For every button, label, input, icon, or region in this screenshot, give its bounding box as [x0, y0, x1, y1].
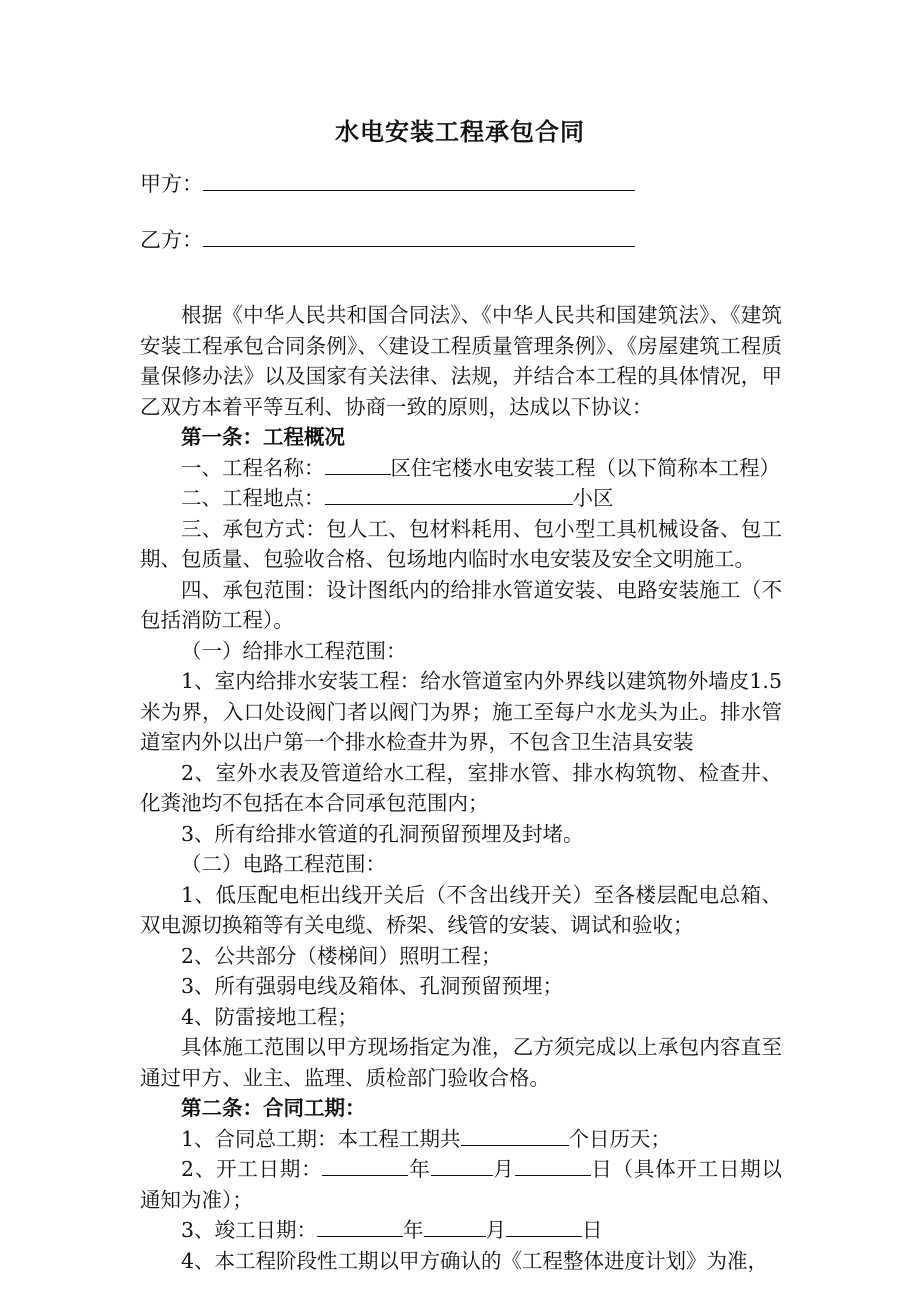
article2-heading: 第二条：合同工期： [181, 1096, 366, 1120]
item1-suffix: 区住宅楼水电安装工程（以下简称本工程） [390, 455, 780, 480]
party-b-blank [203, 224, 635, 247]
end-month-blank [424, 1216, 486, 1237]
start-date-suffix: 日（具体开工日期以通知为准）； [140, 1157, 783, 1212]
article1-item4: 四、承包范围：设计图纸内的给排水管道安装、电路安装施工（不包括消防工程）。 [140, 577, 782, 632]
article1-item3: 三、承包方式：包人工、包材料耗用、包小型工具机械设备、包工期、包质量、包验收合格、包场地内临时水电安装及安全文明施工。 [140, 516, 782, 571]
party-b-label: 乙方： [140, 228, 203, 252]
article2-item3 [140, 1215, 782, 1246]
start-day-blank [515, 1155, 591, 1176]
duration-blank [461, 1125, 569, 1146]
item2-prefix: 二、工程地点： [181, 486, 325, 510]
article1-heading: 第一条：工程概况 [181, 425, 345, 449]
article1-item2 [140, 483, 782, 514]
contract-body [140, 300, 782, 1276]
scope-note: 具体施工范围以甲方现场指定为准，乙方须完成以上承包内容直至通过甲方、业主、监理、质检部门验收合格。 [140, 1035, 782, 1090]
end-year-blank [317, 1216, 403, 1237]
electric-scope-item2: 2、公共部分（楼梯间）照明工程； [181, 943, 502, 968]
party-a-line [140, 168, 635, 199]
electric-scope-item3: 3、所有强弱电线及箱体、孔洞预留预埋； [181, 974, 564, 998]
project-name-blank [325, 454, 391, 475]
water-scope-item2: 2、室外水表及管道给水工程，室排水管、排水构筑物、检查井、化粪池均不包括在本合同承包范围内； [140, 760, 782, 815]
duration-prefix: 1、合同总工期：本工程工期共 [181, 1126, 461, 1151]
intro-paragraph: 根据《中华人民共和国合同法》、《中华人民共和国建筑法》、《建筑安装工程承包合同条例》、〈建设工程质量管理条例》、《房屋建筑工程质量保修办法》以及国家有关法律、法规，并结合本工程的具体情况，甲乙双方本着平等互利、协商一致的原则，达成以下协议： [140, 303, 782, 419]
end-date-suffix: 日 [582, 1218, 603, 1242]
contract-title: 水电安装工程承包合同 [335, 117, 585, 146]
water-scope-heading: （一）给排水工程范围： [181, 638, 407, 663]
party-a-label: 甲方： [140, 172, 203, 196]
party-a-blank [203, 168, 635, 191]
end-month-label: 月 [485, 1218, 507, 1242]
duration-suffix: 个日历天； [568, 1126, 672, 1151]
electric-scope-heading: （二）电路工程范围： [181, 852, 386, 876]
water-scope-item1: 1、室内给排水安装工程：给水管道室内外界线以建筑物外墙皮1.5米为界，入口处设阀门者以阀门为界；施工至每户水龙头为止。排水管道室内外以出户第一个排水检查井为界，不包含卫生洁具安装 [140, 669, 782, 754]
start-date-prefix: 2、开工日期： [181, 1157, 323, 1181]
article2-item4: 4、本工程阶段性工期以甲方确认的《工程整体进度计划》为准， [181, 1248, 769, 1273]
end-day-blank [506, 1216, 582, 1237]
item1-prefix: 一、工程名称： [181, 455, 325, 480]
article2-item1 [140, 1124, 782, 1155]
start-year-label: 年 [408, 1157, 431, 1181]
end-year-label: 年 [403, 1218, 424, 1242]
start-month-blank [431, 1155, 493, 1176]
article1-item1 [140, 453, 782, 484]
water-scope-item3: 3、所有给排水管道的孔洞预留预埋及封堵。 [181, 821, 584, 846]
party-b-line [140, 224, 635, 255]
electric-scope-item1: 1、低压配电柜出线开关后（不含出线开关）至各楼层配电总箱、双电源切换箱等有关电缆、桥架、线管的安装、调试和验收； [140, 882, 782, 937]
article2-item2 [140, 1154, 782, 1215]
end-date-prefix: 3、竣工日期： [181, 1218, 318, 1242]
start-month-label: 月 [492, 1157, 515, 1181]
item2-suffix: 小区 [572, 486, 614, 510]
project-location-blank [325, 484, 573, 505]
electric-scope-item4: 4、防雷接地工程； [181, 1004, 359, 1029]
start-year-blank [322, 1155, 408, 1176]
